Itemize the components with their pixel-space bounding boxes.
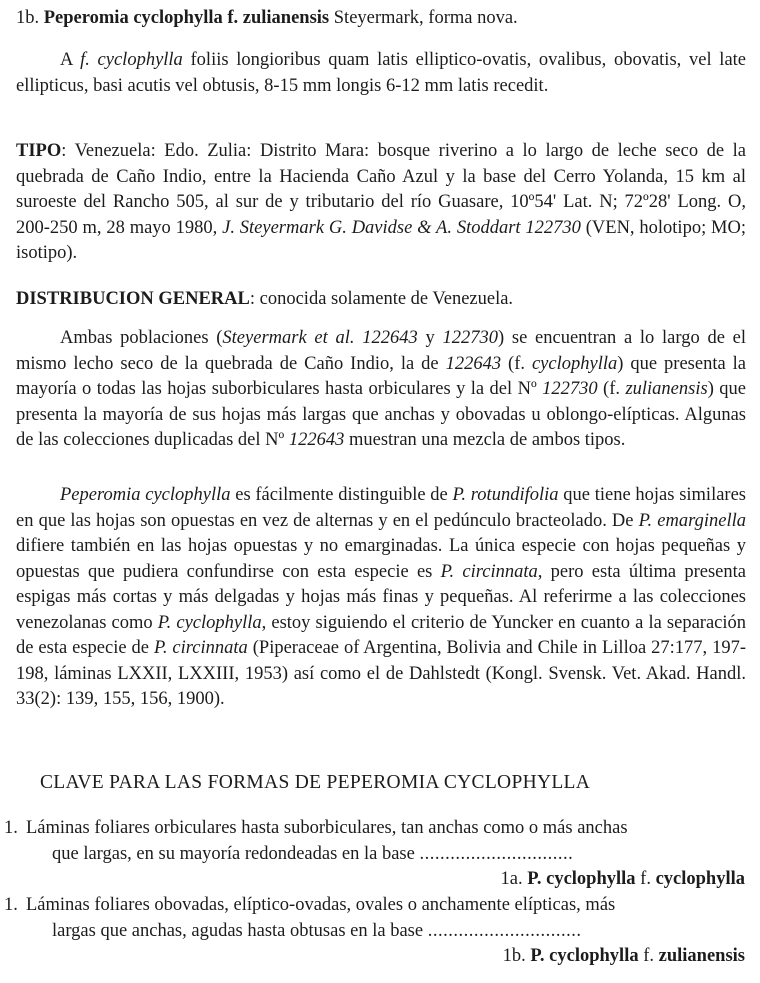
distribucion-paragraph xyxy=(16,287,746,313)
key-entry xyxy=(0,893,745,971)
key-entry-line1: Láminas foliares orbiculares hasta suborbiculares, tan anchas como o más anchas xyxy=(26,818,628,838)
key-entry-result: 1b. P. cyclophylla f. zulianensis xyxy=(502,946,745,966)
tipo-tail: (VEN, holotipo; MO; isotipo). xyxy=(16,217,746,263)
forma-number: 1b. xyxy=(16,8,40,28)
tipo-text: : Venezuela: Edo. Zulia: Distrito Mara: bosque riverino a lo largo de leche seco de la quebrada de Caño Indio, entre la Hacienda Caño Azul y la base del Cerro Yolanda, 15 km al suroeste del Rancho 505, al sur de y tributario del río Guasare, 10º54' Lat. N; 72º28' Long. O, 200-250 m, 28 mayo 1980, xyxy=(16,141,746,238)
distribucion-label: DISTRIBUCION GENERAL xyxy=(16,289,250,309)
key-entry xyxy=(0,816,745,894)
diagnosis-text: foliis longioribus quam latis elliptico-ovatis, ovalibus, obovatis, vel late ellipticus, basi acutis vel obtusis, 8-15 mm longis 6-12 mm latis recedit. xyxy=(16,50,747,96)
tipo-label: TIPO xyxy=(16,141,62,161)
tipo-collectors: J. Steyermark G. Davidse & A. Stoddart 122730 xyxy=(222,217,581,238)
discussion-paragraph-1: Ambas poblaciones (Steyermark et al. 122643 y 122730) se encuentran a lo largo de el mismo lecho seco de la quebrada de Caño Indio, la de 122643 (f. cyclophylla) que presenta la mayoría o todas las hojas suborbiculares hasta orbiculares y la del Nº 122730 (f. zulianensis) que presenta la mayoría de sus hojas más largas que anchas y obovadas u oblongo-elípticas. Algunas de las colecciones duplicadas del Nº 122643 muestran una mezcla de ambos tipos. xyxy=(16,328,746,450)
key-leader-dots: .............................. xyxy=(427,920,582,941)
diagnosis-prefix: A xyxy=(60,50,81,70)
key-leader-dots: .............................. xyxy=(419,843,574,864)
tipo-paragraph xyxy=(16,139,746,267)
key-entry-line2: que largas, en su mayoría redondeadas en la base .............................. xyxy=(52,843,574,864)
distribucion-text: : conocida solamente de Venezuela. xyxy=(249,289,514,309)
forma-author: Steyermark, forma nova. xyxy=(333,8,518,28)
diagnosis-taxon: f. cyclophylla xyxy=(80,50,183,70)
key-entry-result: 1a. P. cyclophylla f. cyclophylla xyxy=(500,869,745,889)
key-entry-number: 1. xyxy=(4,818,18,838)
forma-title xyxy=(16,6,746,32)
latin-diagnosis xyxy=(16,48,746,99)
key-entry-line2: largas que anchas, agudas hasta obtusas en la base .............................. xyxy=(52,920,582,941)
key-entry-number: 1. xyxy=(4,895,18,915)
forma-name: Peperomia cyclophylla f. zulianensis xyxy=(43,8,330,28)
key-entry-line1: Láminas foliares obovadas, elíptico-ovadas, ovales o anchamente elípticas, más xyxy=(26,895,616,915)
discussion-paragraph-2: Peperomia cyclophylla es fácilmente distinguible de P. rotundifolia que tiene hojas similares en que las hojas son opuestas en vez de alternas y en el pedúnculo bracteolado. De P. emarginella difiere también en las hojas opuestas y no emarginadas. La única especie con hojas pequeñas y opuestas que pudiera confundirse con esta especie es P. circinnata, pero esta última presenta espigas más cortas y más delgadas y hojas más finas y pequeñas. Al referirme a las colecciones venezolanas como P. cyclophylla, estoy siguiendo el criterio de Yuncker en cuanto a la separación de esta especie de P. circinnata (Piperaceae of Argentina, Bolivia and Chile in Lilloa 27:177, 197-198, láminas LXXII, LXXIII, 1953) así como el de Dahlstedt (Kongl. Svensk. Vet. Akad. Handl. 33(2): 139, 155, 156, 1900). xyxy=(16,485,747,709)
key-heading: CLAVE PARA LAS FORMAS DE PEPEROMIA CYCLOPHYLLA xyxy=(40,772,591,793)
